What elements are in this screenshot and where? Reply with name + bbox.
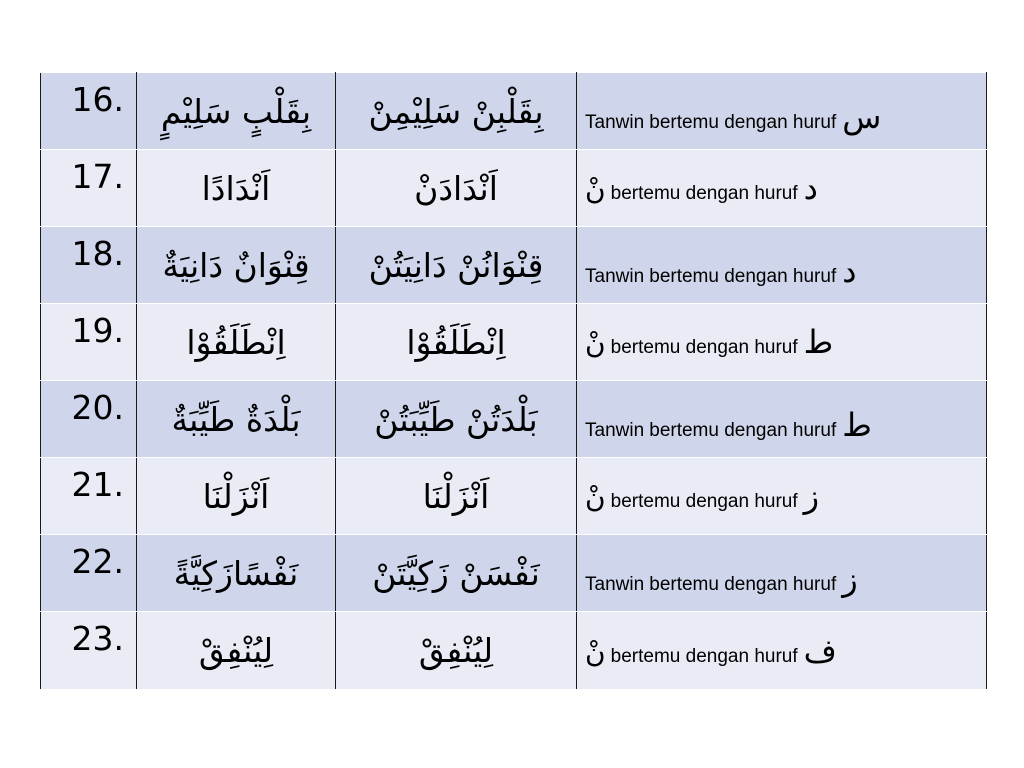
arabic-original: لِيُنْفِقْ — [137, 612, 336, 690]
rule-prefix: Tanwin — [585, 266, 645, 287]
arabic-pronunciation: اَنْدَادَنْ — [336, 150, 577, 227]
rule-text: bertemu dengan huruf — [649, 112, 837, 133]
rule-letter: د — [842, 252, 857, 290]
rule-prefix: Tanwin — [585, 420, 645, 441]
table-row — [41, 73, 987, 150]
arabic-original: اِنْطَلَقُوْا — [137, 304, 336, 381]
arabic-original: نَفْسًازَكِيَّةً — [137, 535, 336, 612]
rule-cell — [577, 227, 987, 304]
rule-prefix: نْ — [585, 481, 606, 514]
rule-prefix: Tanwin — [585, 112, 645, 133]
rule-text: bertemu dengan huruf — [649, 574, 837, 595]
rule-text: bertemu dengan huruf — [610, 645, 798, 667]
rule-text: bertemu dengan huruf — [610, 337, 798, 358]
rule-letter: ط — [842, 406, 872, 444]
arabic-original: بَلْدَةٌ طَيِّبَةٌ — [137, 381, 336, 458]
row-number: 21. — [41, 458, 137, 535]
table-row — [41, 612, 987, 690]
rule-cell — [577, 612, 987, 690]
rule-prefix: Tanwin — [585, 574, 645, 595]
table-row — [41, 150, 987, 227]
arabic-original: بِقَلْبٍ سَلِيْمٍ — [137, 73, 336, 150]
rule-letter: ط — [803, 323, 834, 361]
row-number: 18. — [41, 227, 137, 304]
arabic-pronunciation: اِنْطَلَقُوْا — [336, 304, 577, 381]
arabic-pronunciation: اَنْزَلْنَا — [336, 458, 577, 535]
rule-text: bertemu dengan huruf — [610, 183, 798, 204]
rule-cell — [577, 73, 987, 150]
arabic-pronunciation: نَفْسَنْ زَكِيَّتَنْ — [336, 535, 577, 612]
rule-cell — [577, 150, 987, 227]
arabic-pronunciation: بَلْدَتُنْ طَيِّبَتُنْ — [336, 381, 577, 458]
arabic-pronunciation: قِنْوَانُنْ دَانِيَتُنْ — [336, 227, 577, 304]
arabic-original: قِنْوَانٌ دَانِيَةٌ — [137, 227, 336, 304]
row-number: 17. — [41, 150, 137, 227]
row-number: 19. — [41, 304, 137, 381]
row-number: 22. — [41, 535, 137, 612]
rule-cell — [577, 458, 987, 535]
rule-prefix: نْ — [585, 327, 606, 360]
row-number: 20. — [41, 381, 137, 458]
row-number: 23. — [41, 612, 137, 690]
tajwid-table — [40, 72, 987, 690]
rule-cell — [577, 381, 987, 458]
table-row — [41, 535, 987, 612]
rule-text: bertemu dengan huruf — [610, 491, 798, 512]
table-row — [41, 381, 987, 458]
rule-text: bertemu dengan huruf — [649, 266, 837, 287]
arabic-pronunciation: بِقَلْبِنْ سَلِيْمِنْ — [336, 73, 577, 150]
table-row — [41, 227, 987, 304]
rule-letter: ز — [803, 477, 820, 515]
rule-letter: ز — [842, 560, 858, 598]
rule-cell — [577, 304, 987, 381]
arabic-original: اَنْدَادًا — [137, 150, 336, 227]
rule-prefix: نْ — [585, 173, 606, 206]
arabic-pronunciation: لِيُنْفِقْ — [336, 612, 577, 690]
row-number: 16. — [41, 73, 137, 150]
rule-text: bertemu dengan huruf — [649, 420, 837, 441]
table-row — [41, 304, 987, 381]
rule-letter: س — [842, 98, 882, 136]
arabic-original: اَنْزَلْنَا — [137, 458, 336, 535]
table-row — [41, 458, 987, 535]
rule-letter: ف — [803, 631, 837, 670]
rule-prefix: نْ — [585, 635, 606, 669]
rule-cell — [577, 535, 987, 612]
rule-letter: د — [803, 169, 818, 207]
